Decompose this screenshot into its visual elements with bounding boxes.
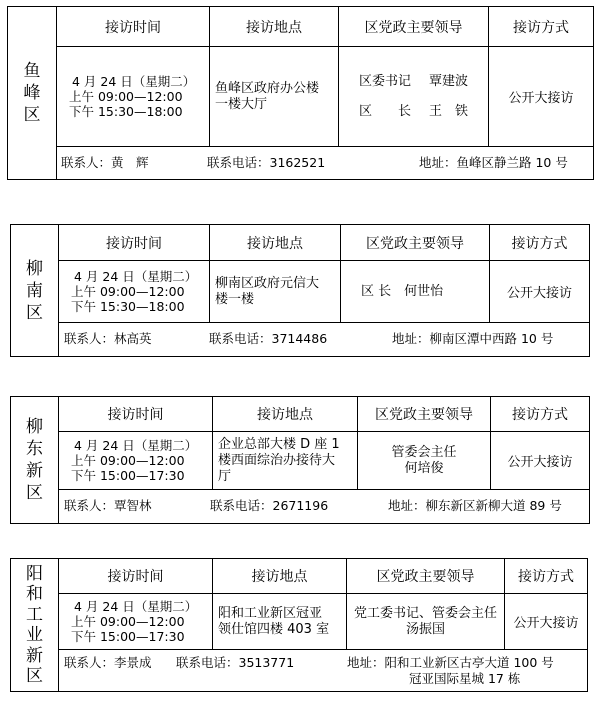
header-leader: 区党政主要领导 <box>341 225 490 261</box>
reception-mode: 公开大接访 <box>491 432 590 490</box>
header-place: 接访地点 <box>210 7 339 47</box>
header-mode: 接访方式 <box>489 7 594 47</box>
district-block-yufeng <box>7 6 594 180</box>
reception-place: 柳南区政府元信大 楼一楼 <box>210 261 341 323</box>
header-place: 接访地点 <box>213 559 347 594</box>
contact-row <box>59 490 590 524</box>
header-leader: 区党政主要领导 <box>347 559 505 594</box>
contact-row <box>59 323 590 357</box>
contact-person: 联系人：李景成 <box>64 655 152 670</box>
district-block-liunan <box>10 224 590 357</box>
contact-row <box>57 147 594 180</box>
contact-address: 地址：柳南区潭中西路 10 号 <box>392 331 554 346</box>
header-time: 接访时间 <box>59 559 213 594</box>
reception-place: 企业总部大楼 D 座 1 楼西面综治办接待大 厅 <box>213 432 358 490</box>
district-name: 鱼 峰 区 <box>8 7 57 180</box>
header-leader: 区党政主要领导 <box>339 7 489 47</box>
header-place: 接访地点 <box>210 225 341 261</box>
leaders: 管委会主任 何培俊 <box>358 432 491 490</box>
leaders: 区委书记 覃建波 区 长 王 铁 <box>339 47 489 147</box>
header-mode: 接访方式 <box>490 225 590 261</box>
schedule-table <box>10 396 590 524</box>
header-mode: 接访方式 <box>491 397 590 432</box>
contact-phone: 联系电话：3162521 <box>207 155 326 170</box>
contact-phone: 联系电话：3714486 <box>209 331 328 346</box>
schedule-table <box>10 558 588 692</box>
reception-time: 4 月 24 日（星期二） 上午 09:00—12:00 下午 15:00—17:30 <box>59 432 213 490</box>
contact-person: 联系人：林高英 <box>64 331 152 346</box>
header-leader: 区党政主要领导 <box>358 397 491 432</box>
reception-place: 阳和工业新区冠亚 领仕馆四楼 403 室 <box>213 594 347 650</box>
schedule-table <box>10 224 590 357</box>
reception-time: 4 月 24 日（星期二） 上午 09:00—12:00 下午 15:30—18:00 <box>59 261 210 323</box>
leaders: 区 长 何世怡 <box>341 261 490 323</box>
header-time: 接访时间 <box>59 225 210 261</box>
leaders: 党工委书记、管委会主任 汤振国 <box>347 594 505 650</box>
header-place: 接访地点 <box>213 397 358 432</box>
district-name: 柳 南 区 <box>11 225 59 357</box>
contact-phone: 联系电话：2671196 <box>210 498 329 513</box>
contact-address: 地址：阳和工业新区古亭大道 100 号 <box>347 655 554 670</box>
schedule-table <box>7 6 594 180</box>
contact-person: 联系人：黄 辉 <box>61 155 149 170</box>
contact-address: 地址：柳东新区新柳大道 89 号 <box>388 498 562 513</box>
header-mode: 接访方式 <box>505 559 588 594</box>
reception-time: 4 月 24 日（星期二） 上午 09:00—12:00 下午 15:30—18:00 <box>57 47 210 147</box>
contact-address-line2: 冠亚国际星城 17 栋 <box>409 671 521 686</box>
reception-mode: 公开大接访 <box>505 594 588 650</box>
contact-person: 联系人：覃智林 <box>64 498 152 513</box>
header-time: 接访时间 <box>59 397 213 432</box>
district-name: 柳 东 新 区 <box>11 397 59 524</box>
district-block-yanghe <box>10 558 588 692</box>
district-block-liudong <box>10 396 590 524</box>
reception-mode: 公开大接访 <box>490 261 590 323</box>
contact-phone: 联系电话：3513771 <box>176 655 295 670</box>
reception-mode: 公开大接访 <box>489 47 594 147</box>
reception-time: 4 月 24 日（星期二） 上午 09:00—12:00 下午 15:00—17:30 <box>59 594 213 650</box>
header-time: 接访时间 <box>57 7 210 47</box>
contact-address: 地址：鱼峰区静兰路 10 号 <box>419 155 568 170</box>
contact-row <box>59 650 588 692</box>
reception-place: 鱼峰区政府办公楼 一楼大厅 <box>210 47 339 147</box>
district-name: 阳 和 工 业 新 区 <box>11 559 59 692</box>
